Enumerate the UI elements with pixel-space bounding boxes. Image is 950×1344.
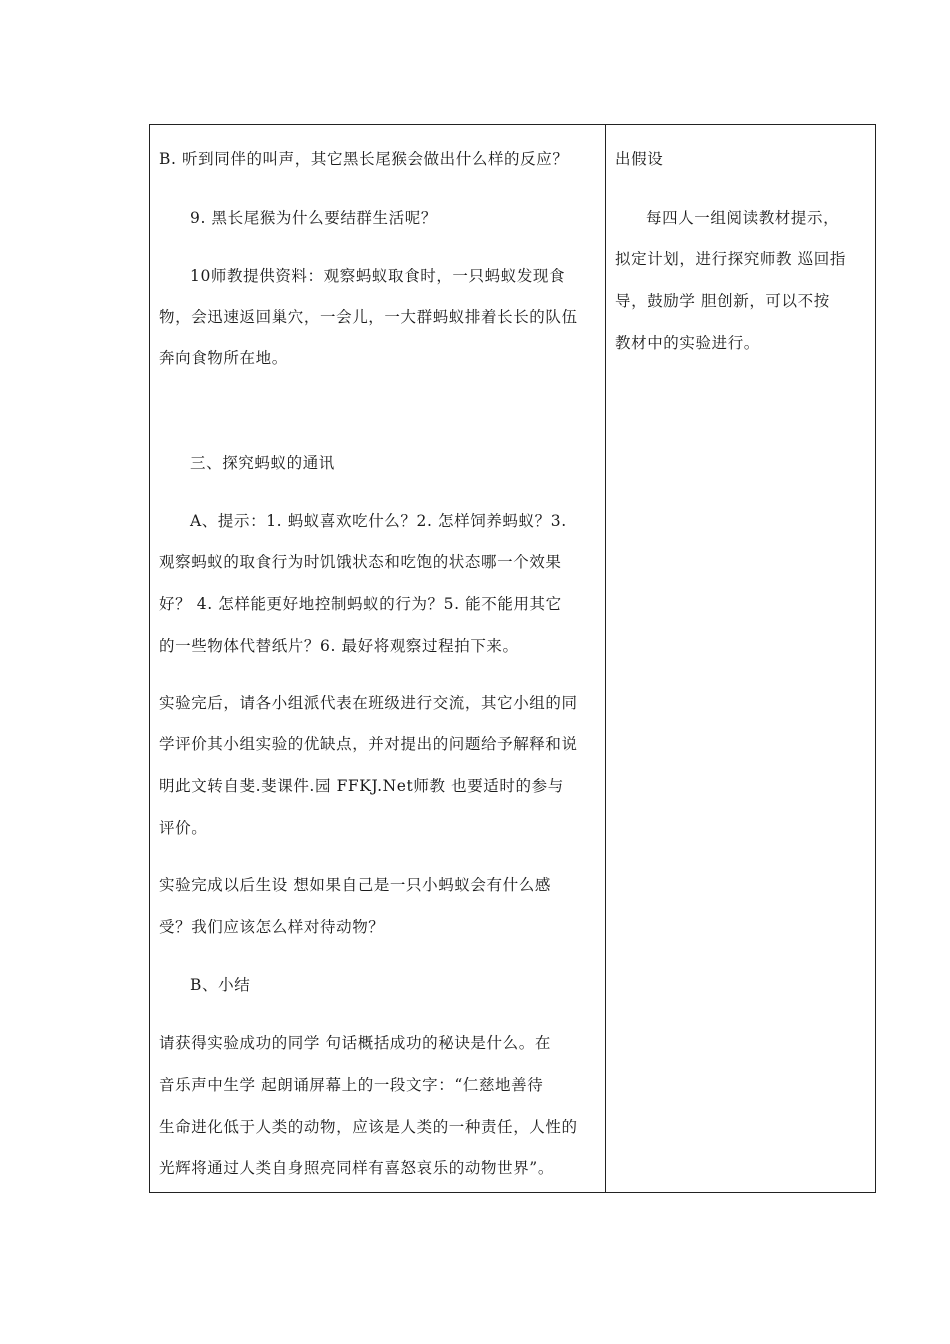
text-line: 实验完成以后生设 想如果自己是一只小蚂蚁会有什么感 xyxy=(159,876,551,894)
section-heading: 三、探究蚂蚁的通讯 xyxy=(190,454,335,472)
text-line: 奔向食物所在地。 xyxy=(159,349,288,367)
text-line: A、提示：1. 蚂蚁喜欢吃什么？2. 怎样饲养蚂蚁？3. xyxy=(190,512,567,530)
text-line: 音乐声中生学 起朗诵屏幕上的一段文字：“仁慈地善待 xyxy=(159,1076,544,1094)
text-line: 评价。 xyxy=(159,819,208,837)
text-line: 导，鼓励学 胆创新，可以不按 xyxy=(615,292,830,310)
text-line: 请获得实验成功的同学 句话概括成功的秘诀是什么。在 xyxy=(159,1034,551,1052)
text-line: 观察蚂蚁的取食行为时饥饿状态和吃饱的状态哪一个效果 xyxy=(159,553,562,571)
text-line: 出假设 xyxy=(615,150,664,168)
text-line: 拟定计划，进行探究师教 巡回指 xyxy=(615,250,846,268)
section-heading: B、小结 xyxy=(190,976,251,994)
text-line: 教材中的实验进行。 xyxy=(615,334,760,352)
text-line: 实验完后，请各小组派代表在班级进行交流，其它小组的同 xyxy=(159,694,578,712)
text-line: 明此文转自斐.斐课件.园 FFKJ.Net师教 也要适时的参与 xyxy=(159,777,564,795)
text-line: 好？ 4. 怎样能更好地控制蚂蚁的行为？5. 能不能用其它 xyxy=(159,595,562,613)
text-line: 学评价其小组实验的优缺点，并对提出的问题给予解释和说 xyxy=(159,735,578,753)
text-line: 光辉将通过人类自身照亮同样有喜怒哀乐的动物世界”。 xyxy=(159,1159,554,1177)
text-line: 的一些物体代替纸片？6. 最好将观察过程拍下来。 xyxy=(159,637,519,655)
text-line: 10师教提供资料：观察蚂蚁取食时，一只蚂蚁发现食 xyxy=(190,267,566,285)
text-line: 生命进化低于人类的动物，应该是人类的一种责任，人性的 xyxy=(159,1118,578,1136)
text-line: B. 听到同伴的叫声，其它黑长尾猴会做出什么样的反应？ xyxy=(159,150,569,168)
text-line: 物，会迅速返回巢穴，一会儿，一大群蚂蚁排着长长的队伍 xyxy=(159,308,578,326)
column-divider xyxy=(605,125,606,1192)
text-line: 每四人一组阅读教材提示， xyxy=(646,209,840,227)
text-line: 受？我们应该怎么样对待动物？ xyxy=(159,918,385,936)
text-line: 9. 黑长尾猴为什么要结群生活呢？ xyxy=(190,209,437,227)
